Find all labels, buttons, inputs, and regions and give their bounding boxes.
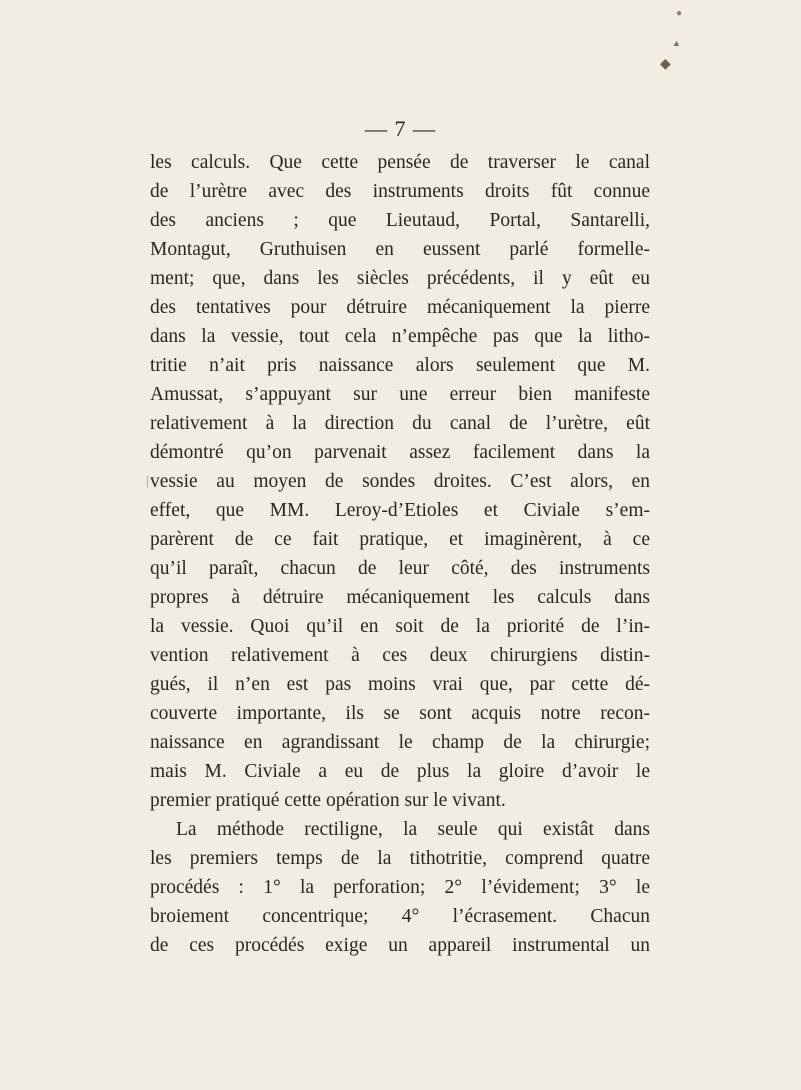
text-line: démontré qu’on parvenait assez facilement dans la: [150, 442, 650, 463]
text-line: naissance en agrandissant le champ de la chirurgie;: [150, 732, 650, 753]
text-line: des anciens ; que Lieutaud, Portal, Santarelli,: [150, 210, 650, 231]
text-line: effet, que MM. Leroy-d’Etioles et Civiale s’em-: [150, 500, 650, 521]
text-line: ment; que, dans les siècles précédents, il y eût eu: [150, 268, 650, 289]
text-line: des tentatives pour détruire mécaniquement la pierre: [150, 297, 650, 318]
ink-speck: ▲: [672, 38, 681, 48]
text-line: propres à détruire mécaniquement les calculs dans: [150, 587, 650, 608]
text-line: dans la vessie, tout cela n’empêche pas que la litho-: [150, 326, 650, 347]
text-line: parèrent de ce fait pratique, et imaginèrent, à ce: [150, 529, 650, 550]
text-line: tritie n’ait pris naissance alors seulement que M.: [150, 355, 650, 376]
text-line: procédés : 1° la perforation; 2° l’évidement; 3° le: [150, 877, 650, 898]
paragraph-end-line: premier pratiqué cette opération sur le vivant.: [150, 790, 506, 811]
text-line: Amussat, s’appuyant sur une erreur bien manifeste: [150, 384, 650, 405]
text-line: gués, il n’en est pas moins vrai que, par cette dé-: [150, 674, 650, 695]
text-line: broiement concentrique; 4° l’écrasement. Chacun: [150, 906, 650, 927]
text-line: qu’il paraît, chacun de leur côté, des instruments: [150, 558, 650, 579]
ink-blot: ◆: [660, 57, 671, 72]
text-line: de l’urètre avec des instruments droits fût connue: [150, 181, 650, 202]
text-line: la vessie. Quoi qu’il en soit de la priorité de l’in-: [150, 616, 650, 637]
text-line: les calculs. Que cette pensée de traverser le canal: [150, 152, 650, 173]
text-line: couverte importante, ils se sont acquis notre recon-: [150, 703, 650, 724]
text-line: mais M. Civiale a eu de plus la gloire d’avoir le: [150, 761, 650, 782]
text-line: de ces procédés exige un appareil instrumental un: [150, 935, 650, 956]
text-line: relativement à la direction du canal de l’urètre, eût: [150, 413, 650, 434]
text-line: Montagut, Gruthuisen en eussent parlé formelle-: [150, 239, 650, 260]
body-text: [150, 148, 650, 960]
text-line: vessie au moyen de sondes droites. C’est alors, en: [150, 471, 650, 492]
text-line: les premiers temps de la tithotritie, comprend quatre: [150, 848, 650, 869]
ink-speck: ●: [676, 8, 683, 19]
page-number: — 7 —: [365, 116, 436, 141]
paragraph-start-line: La méthode rectiligne, la seule qui existât dans: [176, 819, 650, 840]
text-line: vention relativement à ces deux chirurgiens distin-: [150, 645, 650, 666]
margin-mark: |: [146, 474, 149, 489]
